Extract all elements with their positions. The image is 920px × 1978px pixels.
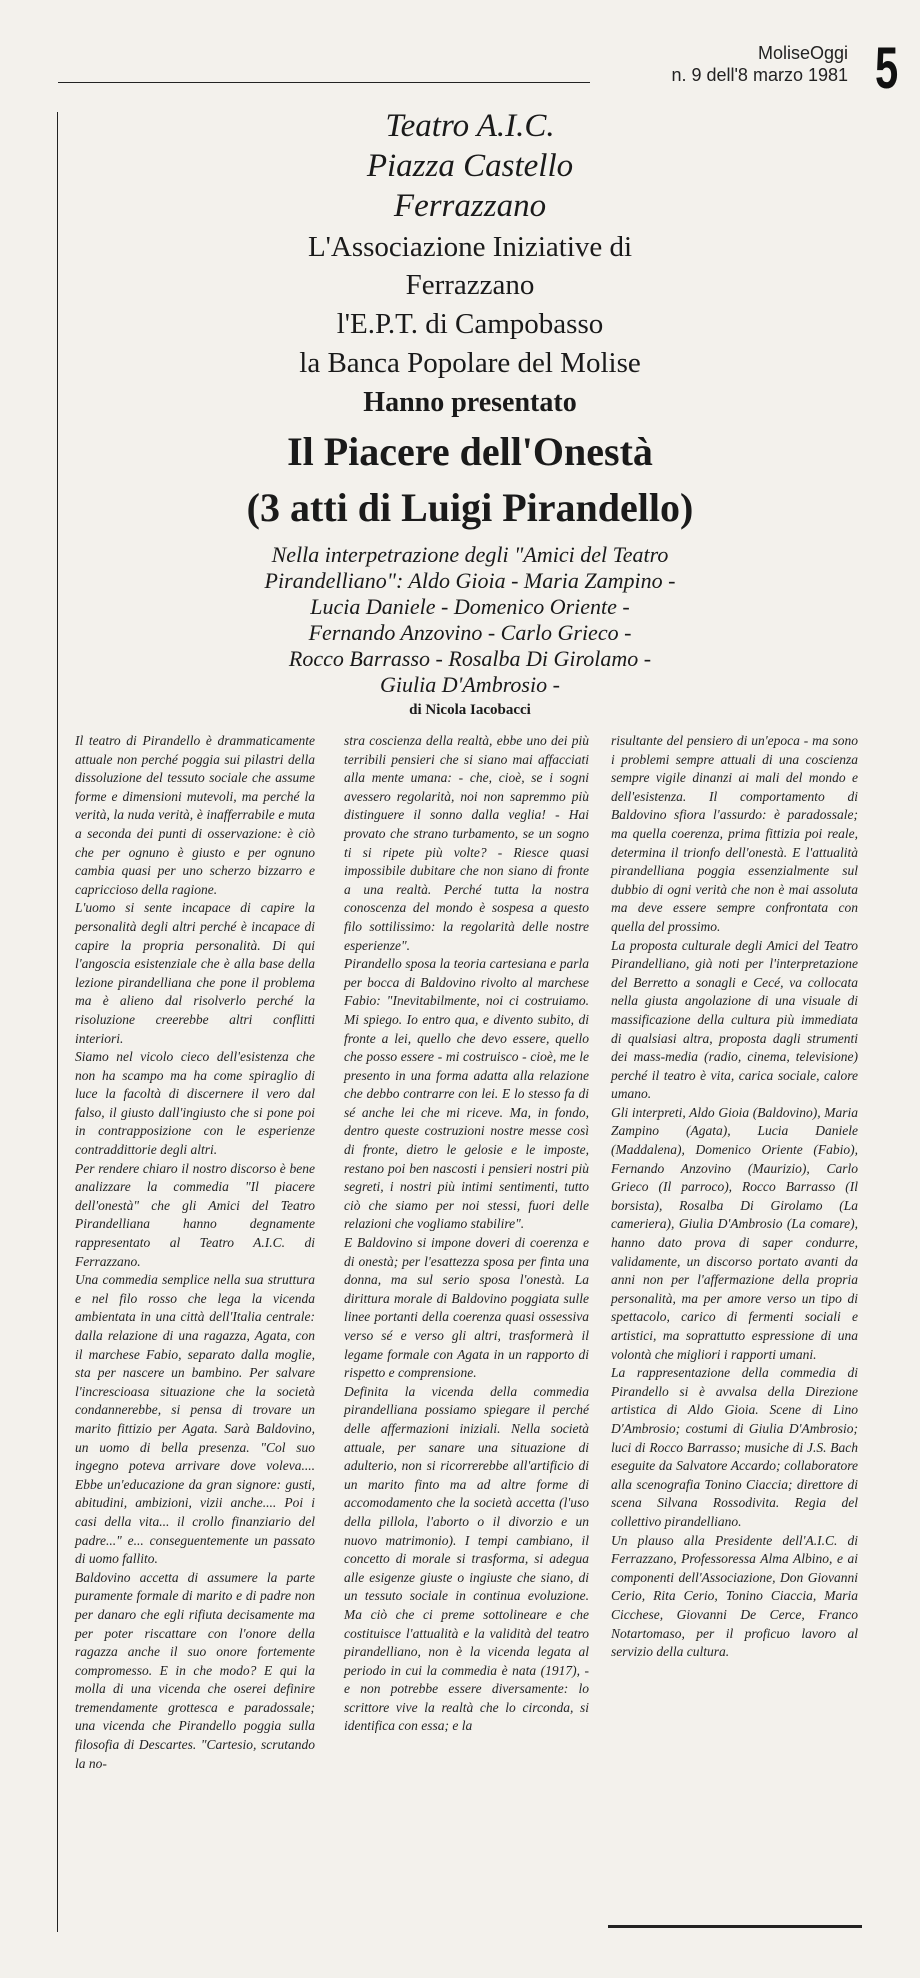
page-number: 5 xyxy=(874,36,898,101)
left-column-rule xyxy=(57,112,58,1932)
paragraph: Siamo nel vicolo cieco dell'esistenza che non ha scampo ma ha come spiraglio di luce la facoltà di discernere il vero dal falso, il giusto dall'ingiusto che si pone poi in contrapposizione con le esperienze contraddittorie degli altri. xyxy=(75,1049,315,1158)
paragraph: stra coscienza della realtà, ebbe uno dei più terribili pensieri che si siano mai affacciati alla mente umana: - che, cioè, se i sogni avessero regolarità, noi non sapremmo più distinguere il sonno dalla veglia! - Hai provato che strano turbamento, se un sogno ti si ripete più volte? - Riesce quasi impossibile dubitare che non siano di fronte a una realtà. Perché tutta la nostra conoscenza del mondo è sospesa a questo filo sottilissimo: la regolarità delle nostre esperienze". xyxy=(344,733,589,953)
header-line: l'E.P.T. di Campobasso xyxy=(336,308,604,340)
masthead xyxy=(671,42,848,86)
article-title: Il Piacere dell'Onestà xyxy=(287,429,653,474)
header-line: la Banca Popolare del Molise xyxy=(299,347,641,379)
article-subtitle: (3 atti di Luigi Pirandello) xyxy=(246,485,694,530)
cast-line: Rocco Barrasso - Rosalba Di Girolamo - xyxy=(288,646,652,671)
header-line: Piazza Castello xyxy=(366,148,574,184)
masthead-issue: n. 9 dell'8 marzo 1981 xyxy=(671,65,848,85)
cast-line: Fernando Anzovino - Carlo Grieco - xyxy=(308,620,632,645)
paragraph: risultante del pensiero di un'epoca - ma sono i problemi sempre attuali di una coscienza sempre vigile dinanzi ai mali del mondo e dell'esistenza. Il comportamento di Baldovino sfiora l'assurdo: è paradossale; ma quella coerenza, prima fittizia poi reale, determina il trionfo dell'onestà. E l'attualità pirandelliana poggia essenzialmente sul dubbio di ogni verità che non è mai assoluta ma deve essere sempre confrontata con quella del prossimo. xyxy=(611,733,858,934)
header-line: Ferrazzano xyxy=(393,188,547,224)
end-rule xyxy=(608,1925,862,1928)
paragraph: Una commedia semplice nella sua struttura e nel filo rosso che lega la vicenda ambientata in una città dell'Italia centrale: dalla relazione di una ragazza, Agata, con il marchese Fabio, separato dalla moglie, sta per nascere un bambino. Per salvare l'increscioasa situazione che la società condannerebbe, si pensa di trovare un marito fittizio per Agata. Sarà Baldovino, un uomo di bella presenza. "Col suo ingegno poteva arrivare dove voleva.... Ebbe un'educazione da gran signore: gusti, abitudini, ambizioni, vizii anche.... Poi i casi della vita... il crollo finanziario del padre..." e... conseguentemente un passato di uomo fallito. xyxy=(75,1272,315,1567)
header-presented: Hanno presentato xyxy=(363,387,577,418)
header-line: L'Associazione Iniziative di xyxy=(307,231,633,263)
paragraph: Baldovino accetta di assumere la parte puramente formale di marito e di padre non per danaro che egli rifiuta decisamente ma per poter riscattare con l'onore della ragazza anche il suo onore fortemente compromesso. E in che modo? E qui la molla di una vicenda che oserei definire tremendamente grottesca e paradossale; una vicenda che Pirandello poggia sulla filosofia di Descartes. "Cartesio, scrutando la no- xyxy=(75,1569,315,1771)
paragraph: E Baldovino si impone doveri di coerenza e di onestà; per l'esattezza sposa per finta una donna, ma sul serio sposa l'onestà. La dirittura morale di Baldovino poggiata sulle linee portanti della coerenza quasi ossessiva verso sé e verso gli altri, trasformerà il legame formale con Agata in un rapporto di rispetto e comprensione. xyxy=(344,1235,589,1381)
paragraph: L'uomo si sente incapace di capire la personalità degli altri perché è incapace di capire la propria personalità. Di qui l'angoscia esistenziale che è alla base della lezione pirandelliana che pone il problema ma è alieno dal risolverlo perché la risoluzione creerebbe altri conflitti interiori. xyxy=(75,900,315,1046)
paragraph: La rappresentazione della commedia di Pirandello si è avvalsa della Direzione artistica di Aldo Gioia. Scene di Lino D'Ambrosio; costumi di Giulia D'Ambrosio; luci di Rocco Barrasso; musiche di J.S. Bach eseguite da Salvatore Accardo; collaboratore alla scenografia Tonino Ciaccia; direttore di scena Silvana Rossodivita. Regia del collettivo pirandelliano. xyxy=(611,1365,858,1529)
byline: di Nicola Iacobacci xyxy=(409,702,531,718)
cast-line: Giulia D'Ambrosio - xyxy=(380,672,560,697)
header-line: Ferrazzano xyxy=(405,269,535,301)
paragraph: Un plauso alla Presidente dell'A.I.C. di Ferrazzano, Professoressa Alma Albino, e ai componenti dell'Associazione, Don Giovanni Cerio, Rita Cerio, Tonino Ciaccia, Maria Cicchese, Giovanni De Cerce, Franco Notartomaso, per il proficuo lavoro al servizio della cultura. xyxy=(611,1532,858,1660)
paragraph: Pirandello sposa la teoria cartesiana e parla per bocca di Baldovino rivolto al marchese Fabio: "Inevitabilmente, noi ci costruiamo. Mi spiego. Io entro qua, e divento subito, di fronte a lei, quello che devo essere, quello che posso essere - mi costruisco - cioè, me le presento in una forma adatta alla relazione che debbo contrarre con lei. E lo stesso fa di sé anche lei che mi riceve. Ma, in fondo, dentro queste costruzioni nostre messe così di fronte, dietro le gelosie e le imposte, restano poi ben nascosti i pensieri nostri più segreti, i nostri più intimi sentimenti, tutto ciò che siamo per noi stessi, fuori delle relazioni che vogliamo stabilire". xyxy=(344,956,589,1232)
paragraph: Definita la vicenda della commedia pirandelliana possiamo spiegare il perché delle affermazioni iniziali. Nella società attuale, per sanare una situazione di adulterio, non si ricorrerebbe all'artificio di un marito finto ma ad altre forme di accomodamento che la società accetta (l'uso della pillola, l'aborto o il divorzio e un nuovo matrimonio). I tempi cambiano, il concetto di morale si trasforma, si adegua alle esigenze giuste o ingiuste che siano, di un tessuto sociale in continua evoluzione. Ma ciò che ci preme sottolineare e che costituisce l'attualità e la validità del teatro pirandelliano, non è la vicenda legata al periodo in cui la commedia è nata (1917), - e non potrebbe essere diversamente: lo scrittore vive la realtà che lo circonda, si identifica con essa; e la xyxy=(344,1383,589,1734)
cast-line: Nella interpetrazione degli "Amici del Teatro xyxy=(271,542,669,567)
paragraph: Gli interpreti, Aldo Gioia (Baldovino), Maria Zampino (Agata), Lucia Daniele (Maddalena), Domenico Oriente (Fabio), Fernando Anzovino (Maurizio), Carlo Grieco (Il parroco), Rocco Barrasso (Il borsista), Rosalba Di Girolamo (La cameriera), Giulia D'Ambrosio (La comare), hanno dato prova di saper condurre, validamente, un discorso portato avanti da anni non per l'affermazione della propria personalità, ma per amore verso un tipo di spettacolo, carico di fermenti sociali e artistici, ma soprattutto espressione di una volontà che migliori i rapporti umani. xyxy=(611,1104,858,1362)
paragraph: Per rendere chiaro il nostro discorso è bene analizzare la commedia "Il piacere dell'onestà" che gli Amici del Teatro Pirandelliana hanno degnamente rappresentato al Teatro A.I.C. di Ferrazzano. xyxy=(75,1160,315,1269)
cast-line: Lucia Daniele - Domenico Oriente - xyxy=(310,594,630,619)
article-column-3 xyxy=(611,732,858,1662)
paragraph: La proposta culturale degli Amici del Teatro Pirandelliano, già noti per l'interpretazione del Berretto a sonagli e Cecé, va collocata nella giusta angolazione di una visuale di massificazione della cultura più immediata di qualsiasi altra, proposta dagli strumenti dei mass-media (radio, cinema, televisione) perché il teatro è vita, carica sociale, calore umano. xyxy=(611,937,858,1102)
masthead-paper-name: MoliseOggi xyxy=(757,43,848,63)
header-line: Teatro A.I.C. xyxy=(385,108,555,144)
article-column-2 xyxy=(344,732,589,1736)
cast-line: Pirandelliano": Aldo Gioia - Maria Zampino - xyxy=(264,568,676,593)
masthead-rule xyxy=(58,82,590,83)
paragraph: Il teatro di Pirandello è drammaticamente attuale non perché poggia sui pilastri della dissoluzione del tessuto sociale che assume forme e dimensioni mutevoli, ma perché la verità, la nuda verità, è inafferrabile e muta a seconda dei punti di osservazione: è ciò che per ognuno è giusto e per ognuno cambia quasi per uno scherzo bizzarro e capriccioso della ragione. xyxy=(75,733,315,897)
article-column-1 xyxy=(75,732,315,1773)
